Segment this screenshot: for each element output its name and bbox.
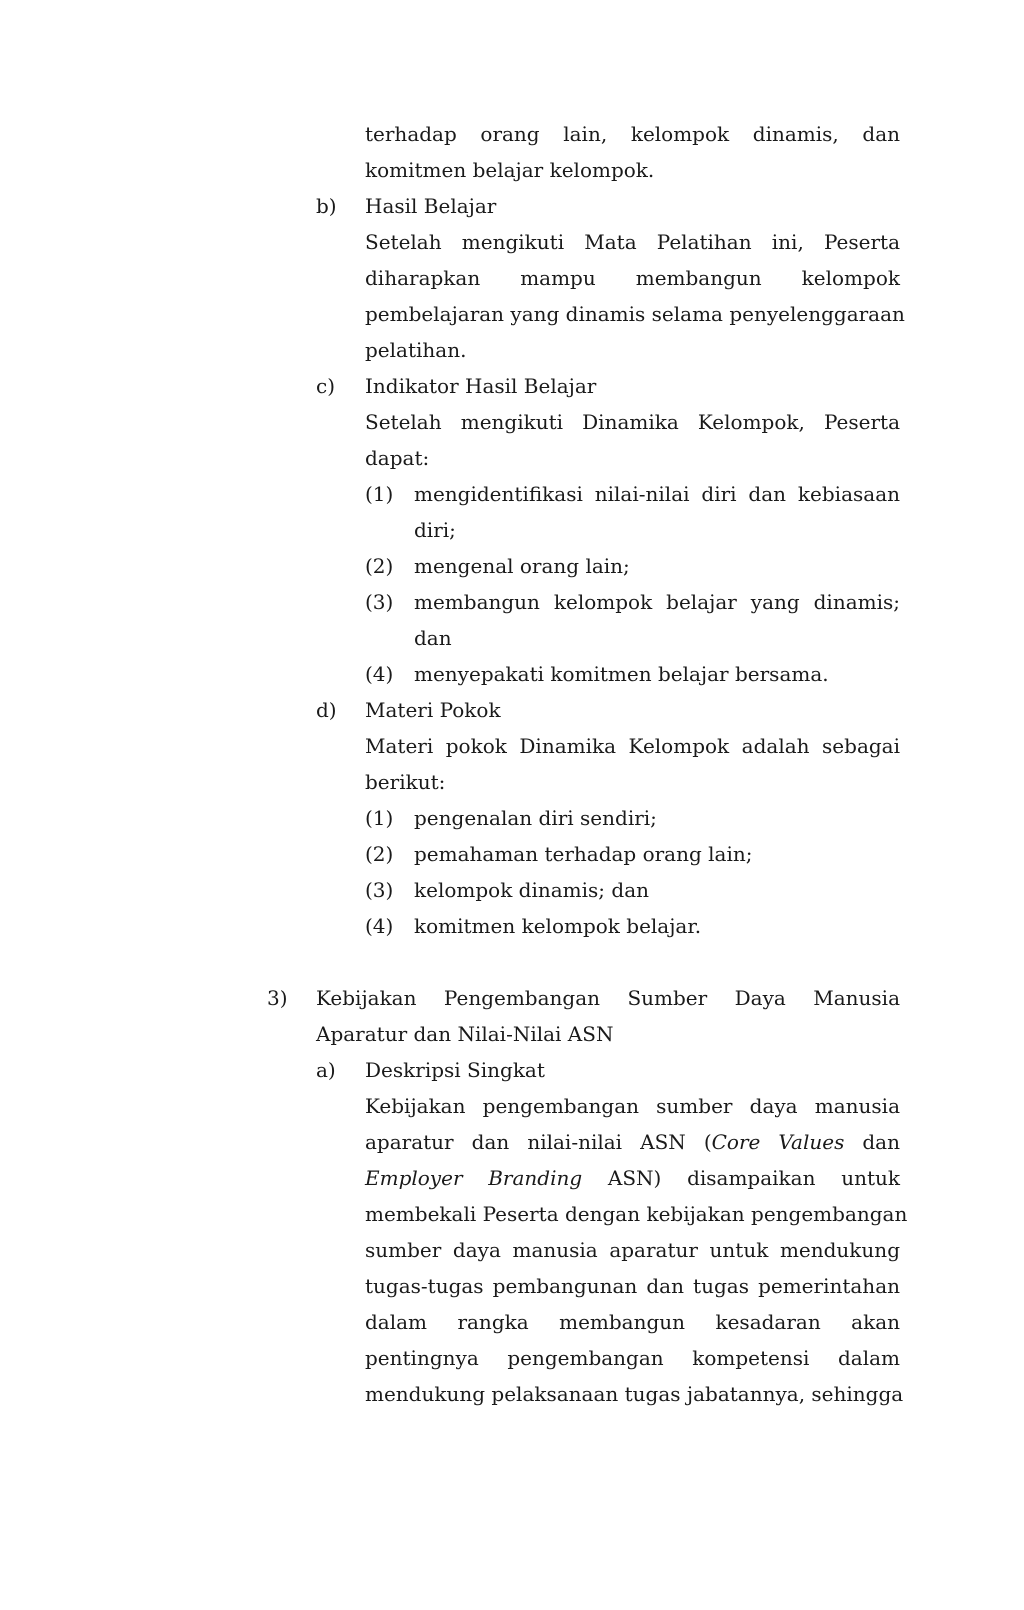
section-heading-indikator: Indikator Hasil Belajar	[365, 374, 597, 398]
text-segment: aparatur dan nilai-nilai ASN (	[365, 1130, 712, 1154]
list-number: (3)	[365, 590, 394, 614]
list-item-line: pengenalan diri sendiri;	[414, 806, 657, 830]
paragraph-line: Setelah mengikuti Dinamika Kelompok, Peserta	[365, 410, 900, 434]
list-item-line: komitmen kelompok belajar.	[414, 914, 702, 938]
list-label-a: a)	[316, 1058, 336, 1082]
paragraph-line	[365, 1124, 900, 1160]
paragraph-line: berikut:	[365, 770, 446, 794]
paragraph-line: komitmen belajar kelompok.	[365, 158, 655, 182]
section-number-3: 3)	[267, 986, 288, 1010]
paragraph-line: pelatihan.	[365, 338, 467, 362]
paragraph-line: diharapkan mampu membangun kelompok	[365, 266, 900, 290]
list-item-line: menyepakati komitmen belajar bersama.	[414, 662, 829, 686]
paragraph-line: terhadap orang lain, kelompok dinamis, dan	[365, 122, 900, 146]
paragraph-line: Kebijakan pengembangan sumber daya manusia	[365, 1094, 900, 1118]
paragraph-line: Setelah mengikuti Mata Pelatihan ini, Peserta	[365, 230, 900, 254]
paragraph-line: dalam rangka membangun kesadaran akan	[365, 1310, 900, 1334]
list-label-d: d)	[316, 698, 337, 722]
list-item-line: kelompok dinamis; dan	[414, 878, 650, 902]
paragraph-line: sumber daya manusia aparatur untuk mendukung	[365, 1238, 900, 1262]
list-number: (3)	[365, 878, 394, 902]
section-title-line: Kebijakan Pengembangan Sumber Daya Manusia	[316, 986, 900, 1010]
list-label-c: c)	[316, 374, 336, 398]
list-item-line: pemahaman terhadap orang lain;	[414, 842, 753, 866]
text-segment: dan	[844, 1130, 900, 1154]
list-number: (4)	[365, 914, 394, 938]
list-item-line: membangun kelompok belajar yang dinamis;	[414, 590, 900, 614]
list-item-line: mengidentifikasi nilai-nilai diri dan kebiasaan	[414, 482, 900, 506]
list-item-line: diri;	[414, 518, 456, 542]
text-segment: ASN) disampaikan untuk	[582, 1166, 900, 1190]
list-label-b: b)	[316, 194, 337, 218]
paragraph-line	[365, 1160, 900, 1196]
list-number: (1)	[365, 482, 394, 506]
list-number: (1)	[365, 806, 394, 830]
section-title-line: Aparatur dan Nilai-Nilai ASN	[316, 1022, 614, 1046]
list-item-line: dan	[414, 626, 452, 650]
list-number: (4)	[365, 662, 394, 686]
list-item-line: mengenal orang lain;	[414, 554, 630, 578]
italic-term: Employer Branding	[365, 1166, 583, 1190]
paragraph-line: membekali Peserta dengan kebijakan pengembangan	[365, 1202, 908, 1226]
paragraph-line: dapat:	[365, 446, 430, 470]
italic-term: Core Values	[711, 1130, 845, 1154]
paragraph-line: tugas-tugas pembangunan dan tugas pemerintahan	[365, 1274, 900, 1298]
paragraph-line: mendukung pelaksanaan tugas jabatannya, sehingga	[365, 1382, 904, 1406]
list-number: (2)	[365, 554, 394, 578]
list-number: (2)	[365, 842, 394, 866]
section-heading-materi-pokok: Materi Pokok	[365, 698, 501, 722]
section-heading-hasil-belajar: Hasil Belajar	[365, 194, 497, 218]
section-heading-deskripsi: Deskripsi Singkat	[365, 1058, 545, 1082]
paragraph-line: Materi pokok Dinamika Kelompok adalah sebagai	[365, 734, 900, 758]
paragraph-line: pembelajaran yang dinamis selama penyelenggaraan	[365, 302, 905, 326]
paragraph-line: pentingnya pengembangan kompetensi dalam	[365, 1346, 900, 1370]
